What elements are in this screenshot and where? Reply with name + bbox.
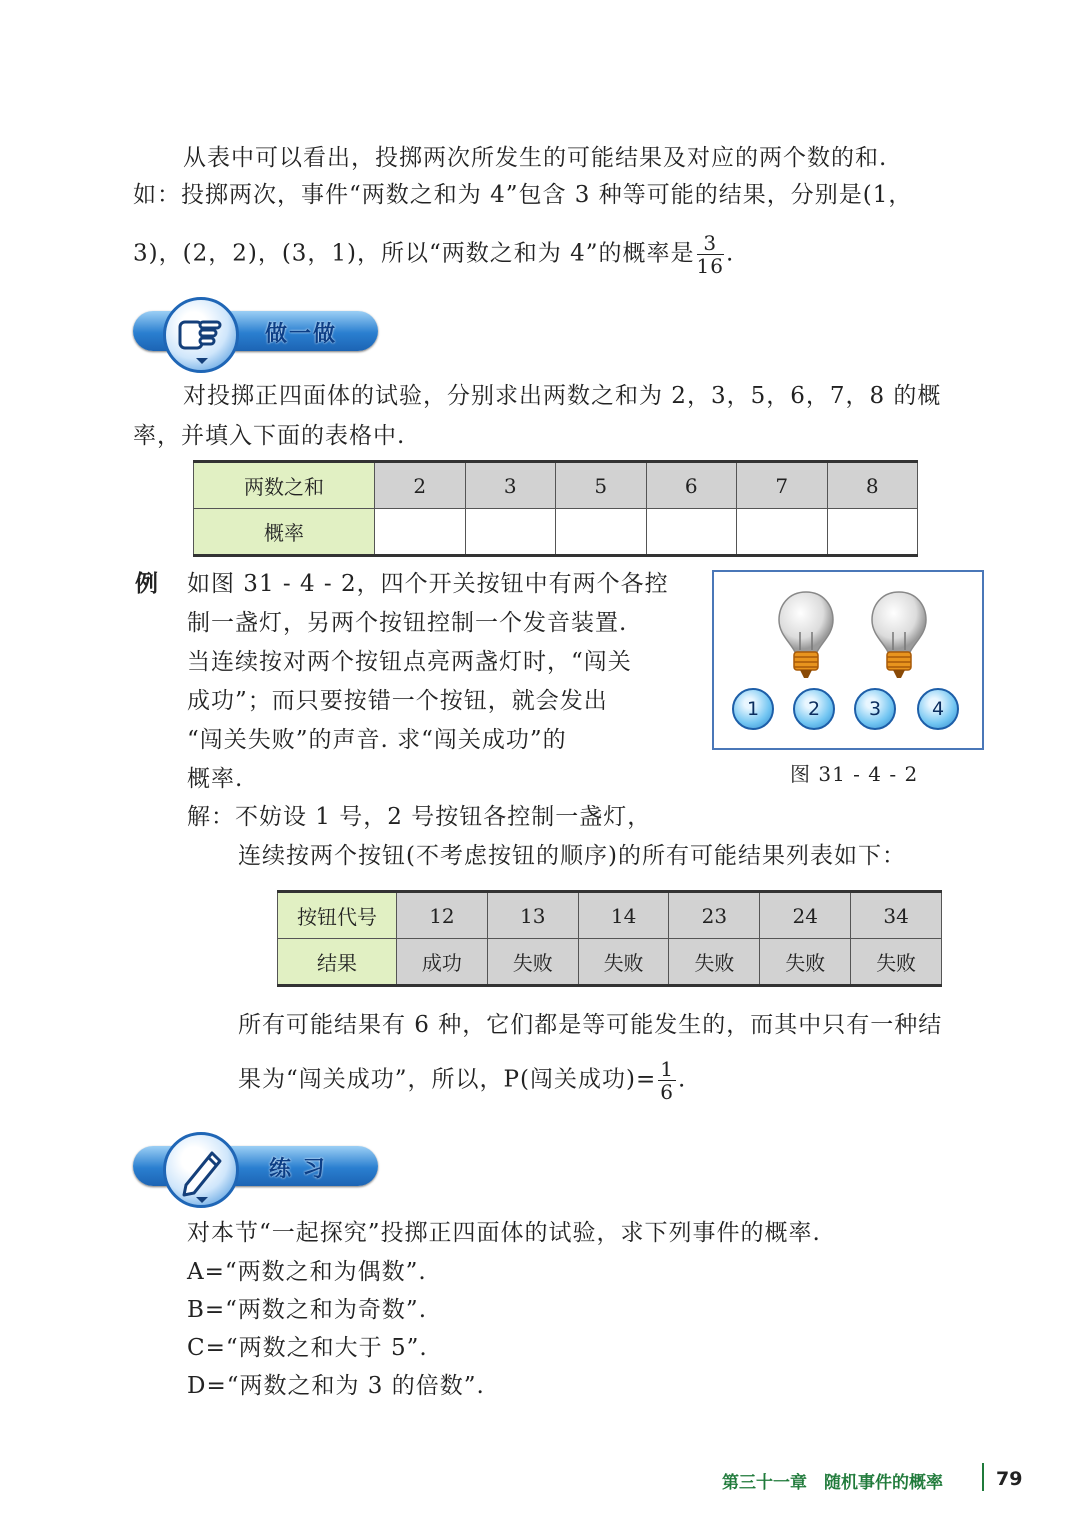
- table-header-result: 结果: [278, 939, 397, 986]
- exercise-item-a: A=“两数之和为偶数”.: [187, 1259, 427, 1285]
- intro-line-1: 从表中可以看出，投掷两次所发生的可能结果及对应的两个数的和.: [183, 145, 888, 171]
- exercise-title: 练 习: [269, 1157, 327, 1182]
- example-line-1: 如图 31 - 4 - 2，四个开关按钮中有两个各控: [187, 571, 669, 597]
- table-cell-empty[interactable]: [556, 509, 647, 556]
- intro-line-2: 如：投掷两次，事件“两数之和为 4”包含 3 种等可能的结果，分别是(1，: [133, 182, 913, 208]
- table-cell: 12: [397, 892, 488, 939]
- example-line-3: 当连续按对两个按钮点亮两盏灯时，“闯关: [187, 649, 632, 675]
- footer-chapter: 第三十一章 随机事件的概率: [722, 1473, 943, 1493]
- zuoyizuo-title: 做一做: [265, 322, 338, 347]
- conclusion-line-2: 果为“闯关成功”，所以，P(闯关成功)= $\frac{1}{6}$ .: [238, 1057, 687, 1104]
- conclusion-fraction: $\frac{1}{6}$: [660, 1057, 674, 1104]
- footer-divider: [982, 1463, 984, 1491]
- table-header-sum: 两数之和: [194, 462, 375, 509]
- figure-caption: 图 31 - 4 - 2: [790, 762, 919, 786]
- table-cell: 3: [465, 462, 556, 509]
- light-bulb-icon: [776, 590, 836, 685]
- table-cell: 失败: [851, 939, 942, 986]
- switch-button-4[interactable]: 4: [917, 688, 959, 730]
- table-cell-empty[interactable]: [827, 509, 918, 556]
- exercise-item-c: C=“两数之和大于 5”.: [187, 1335, 428, 1361]
- conclusion-line-2-text: 果为“闯关成功”，所以，P(闯关成功)=: [238, 1066, 657, 1093]
- example-line-6: 概率.: [187, 766, 244, 792]
- figure-31-4-2: [712, 570, 984, 750]
- table-cell: 23: [669, 892, 760, 939]
- table-cell: 5: [556, 462, 647, 509]
- hand-icon: [163, 297, 239, 373]
- light-bulb-icon: [869, 590, 929, 685]
- table-cell: 失败: [487, 939, 578, 986]
- exercise-banner: [133, 1140, 378, 1192]
- switch-button-1[interactable]: 1: [732, 688, 774, 730]
- table-cell: 6: [646, 462, 737, 509]
- table-row: [194, 509, 918, 556]
- exercise-item-b: B=“两数之和为奇数”.: [187, 1297, 428, 1323]
- solution-line-1: 解：不妨设 1 号，2 号按钮各控制一盏灯，: [187, 804, 652, 830]
- table-row: [194, 462, 918, 509]
- intro-line-3-text: 3)，(2，2)，(3，1)，所以“两数之和为 4”的概率是: [133, 240, 695, 267]
- table-cell: 失败: [760, 939, 851, 986]
- table-cell-empty[interactable]: [646, 509, 737, 556]
- table-cell: 24: [760, 892, 851, 939]
- table-cell: 成功: [397, 939, 488, 986]
- solution-line-2: 连续按两个按钮(不考虑按钮的顺序)的所有可能结果列表如下：: [238, 843, 906, 869]
- table-header-probability: 概率: [194, 509, 375, 556]
- zuoyizuo-line-1: 对投掷正四面体的试验，分别求出两数之和为 2，3，5，6，7，8 的概: [183, 383, 942, 409]
- page-number: 79: [996, 1468, 1023, 1490]
- table-cell: 8: [827, 462, 918, 509]
- table-cell: 失败: [669, 939, 760, 986]
- table-cell: 34: [851, 892, 942, 939]
- zuoyizuo-banner: [133, 305, 378, 357]
- table-cell-empty[interactable]: [465, 509, 556, 556]
- table-header-code: 按钮代号: [278, 892, 397, 939]
- example-line-4: 成功”；而只要按错一个按钮，就会发出: [187, 688, 608, 714]
- table-cell-empty[interactable]: [375, 509, 466, 556]
- intro-line-3: 3)，(2，2)，(3，1)，所以“两数之和为 4”的概率是 $\frac{3}{16}$ .: [133, 231, 735, 278]
- exercise-item-d: D=“两数之和为 3 的倍数”.: [187, 1373, 485, 1399]
- zuoyizuo-line-2: 率，并填入下面的表格中.: [133, 423, 406, 449]
- example-line-2: 制一盏灯，另两个按钮控制一个发音装置.: [187, 610, 628, 636]
- pencil-icon: [163, 1132, 239, 1208]
- table-cell-empty[interactable]: [737, 509, 828, 556]
- table-cell: 2: [375, 462, 466, 509]
- table-row: [278, 892, 942, 939]
- table-cell: 14: [578, 892, 669, 939]
- sum-probability-table: [193, 460, 918, 557]
- exercise-intro: 对本节“一起探究”投掷正四面体的试验，求下列事件的概率.: [187, 1220, 821, 1246]
- intro-fraction: $\frac{3}{16}$: [696, 231, 724, 278]
- example-label: 例: [135, 571, 159, 597]
- switch-button-3[interactable]: 3: [854, 688, 896, 730]
- table-cell: 7: [737, 462, 828, 509]
- conclusion-line-1: 所有可能结果有 6 种，它们都是等可能发生的，而其中只有一种结: [238, 1012, 943, 1038]
- example-line-5: “闯关失败”的声音. 求“闯关成功”的: [187, 727, 567, 753]
- switch-button-2[interactable]: 2: [793, 688, 835, 730]
- table-row: [278, 939, 942, 986]
- table-cell: 失败: [578, 939, 669, 986]
- table-cell: 13: [487, 892, 578, 939]
- button-result-table: [277, 890, 942, 987]
